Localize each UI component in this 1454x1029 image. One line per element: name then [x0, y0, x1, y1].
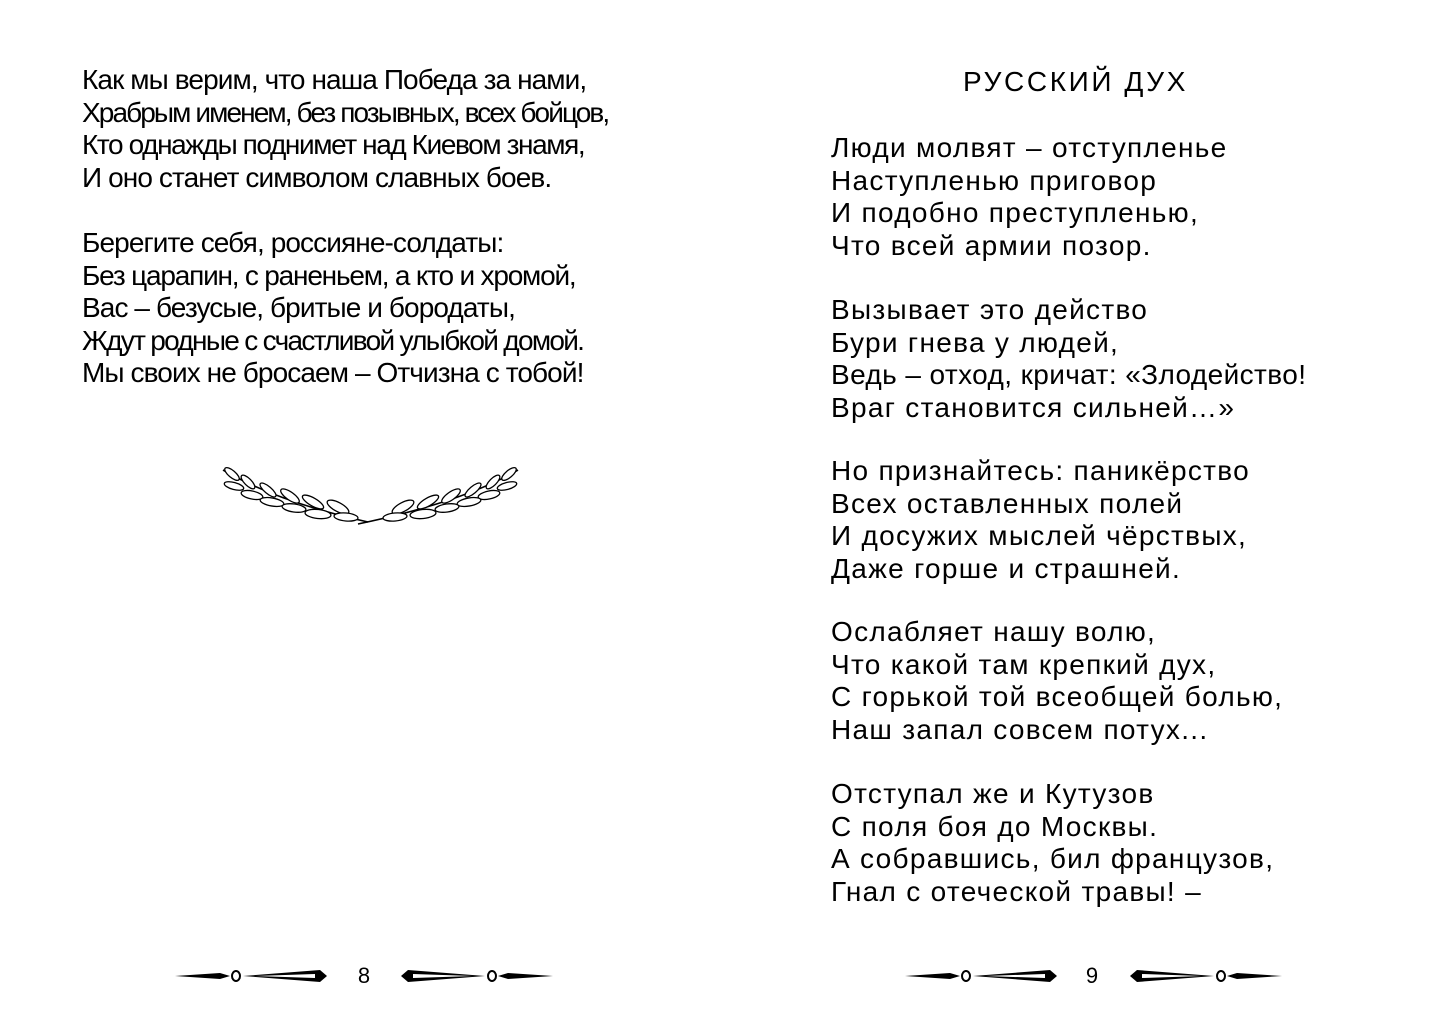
poem-line: А собравшись, бил французов,	[831, 843, 1275, 874]
poem-line: Ждут родные с счастливой улыбкой домой.	[82, 324, 584, 356]
poem-line: Что всей армии позор.	[831, 229, 1152, 261]
poem-line: Наступленью приговор	[831, 164, 1158, 196]
poem-line: Берегите себя, россияне-солдаты:	[82, 227, 504, 258]
poem-line: Бури гнева у людей,	[831, 326, 1120, 358]
poem-stanza	[831, 294, 1306, 424]
poem-line: Без царапин, с раненьем, а кто и хромой,	[82, 259, 576, 291]
page-number: 8	[357, 963, 371, 988]
page-footer	[905, 958, 1285, 994]
footer-flourish-right-icon	[398, 966, 553, 986]
poem-stanza	[82, 227, 583, 390]
poem-stanza	[831, 616, 1283, 746]
poem-line: Враг становится сильней…»	[831, 391, 1236, 423]
page-number: 9	[1085, 963, 1099, 988]
poem-line: Вас – безусые, бритые и бородаты,	[82, 292, 515, 323]
poem-line: И досужих мыслей чёрствых,	[831, 520, 1248, 551]
poem-line: Ведь – отход, кричат: «Злодейство!	[831, 359, 1307, 390]
poem-line: Что какой там крепкий дух,	[831, 648, 1217, 680]
poem-stanza	[831, 778, 1274, 908]
right-page	[727, 0, 1454, 1029]
poem-line: С поля боя до Москвы.	[831, 810, 1159, 842]
page-footer	[175, 958, 555, 994]
poem-line: Храбрым именем, без позывных, всех бойцов,	[82, 96, 609, 128]
poem-line: Гнал с отеческой травы! –	[831, 875, 1202, 907]
poem-stanza	[831, 455, 1250, 585]
footer-flourish-left-icon	[905, 966, 1060, 986]
footer-flourish-right-icon	[1127, 966, 1282, 986]
poem-stanza	[831, 132, 1228, 262]
poem-line: Вызывает это действо	[831, 294, 1149, 325]
footer-flourish-left-icon	[175, 966, 330, 986]
poem-line: Люди молвят – отступленье	[831, 132, 1228, 163]
poem-line: И оно станет символом славных боев.	[82, 161, 552, 193]
poem-line: Всех оставленных полей	[831, 487, 1184, 519]
poem-stanza	[82, 64, 608, 194]
poem-line: Отступал же и Кутузов	[831, 778, 1155, 809]
poem-line: Наш запал совсем потух...	[831, 713, 1209, 745]
poem-line: Ослабляет нашу волю,	[831, 616, 1157, 647]
poem-title: РУССКИЙ ДУХ	[963, 66, 1188, 97]
laurel-ornament-icon	[218, 462, 523, 530]
poem-line: Кто однажды поднимет над Киевом знамя,	[82, 129, 585, 160]
poem-line: С горькой той всеобщей болью,	[831, 681, 1284, 712]
poem-line: Но признайтесь: паникёрство	[831, 455, 1250, 486]
poem-line: Мы своих не бросаем – Отчизна с тобой!	[82, 357, 584, 388]
poem-line: Даже горше и страшней.	[831, 552, 1182, 584]
poem-line: Как мы верим, что наша Победа за нами,	[82, 64, 587, 95]
poem-line: И подобно преступленью,	[831, 197, 1200, 228]
